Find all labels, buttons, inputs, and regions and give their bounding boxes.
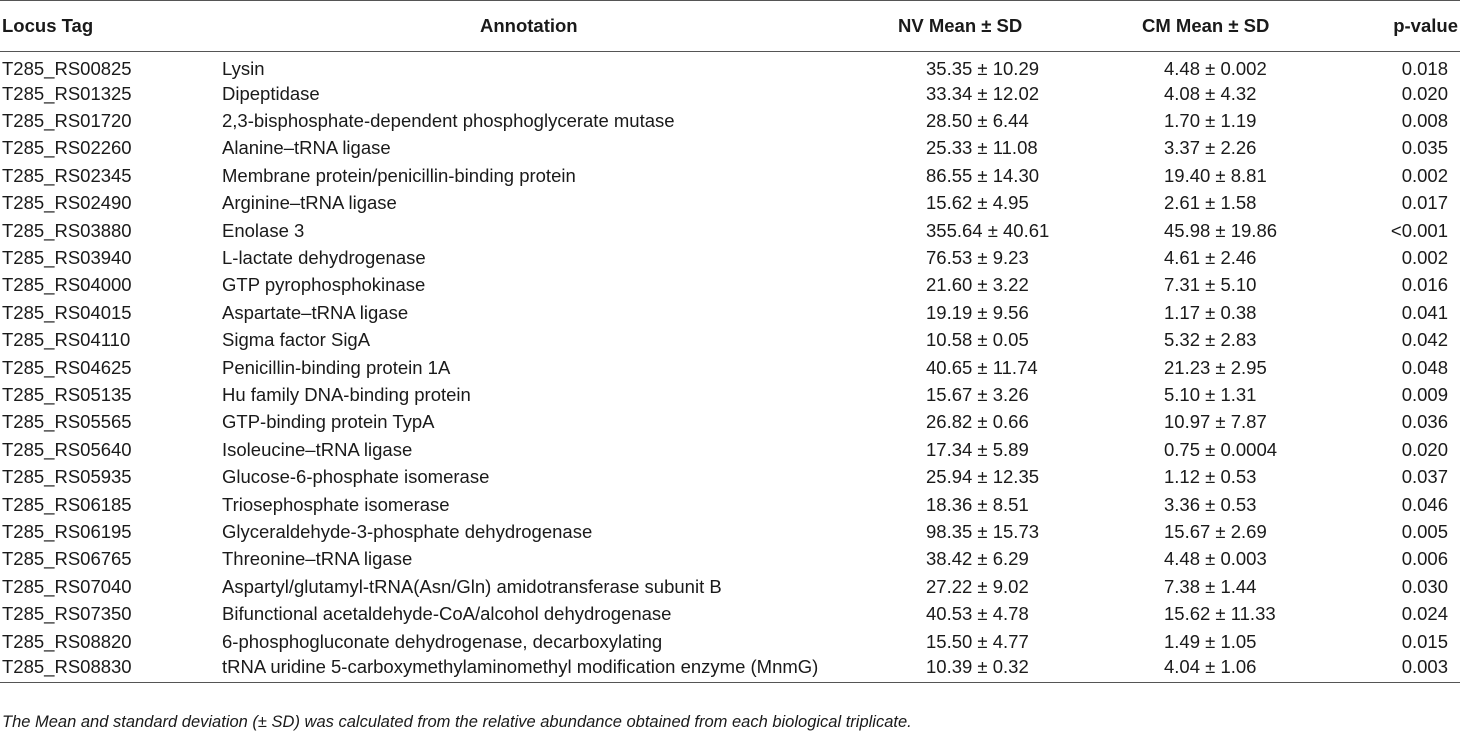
cell-nv-mean: 15.62 ± 4.95 [926,192,1029,214]
cell-p-value: 0.002 [1401,247,1448,269]
cell-cm-mean: 4.04 ± 1.06 [1086,655,1310,682]
cell-p-value: 0.042 [1401,329,1448,351]
table-body [0,52,1460,683]
table-row [0,518,1460,545]
cell-cm-mean: 5.32 ± 2.83 [1164,329,1257,351]
table-row [0,52,1460,81]
cell-nv-mean: 98.35 ± 15.73 [926,520,1040,542]
cell-p-value: 0.048 [1401,356,1448,378]
cell-locus-tag: T285_RS04625 [2,356,132,378]
cell-locus-tag: T285_RS04015 [2,301,132,323]
cell-annotation: Membrane protein/penicillin-binding protein [222,164,576,186]
cell-nv-mean: 21.60 ± 3.22 [926,274,1029,296]
table-header [0,1,1460,52]
table-row [0,217,1460,244]
cell-annotation: tRNA uridine 5-carboxymethylaminomethyl modification enzyme (MnmG) [218,655,898,682]
cell-locus-tag: T285_RS04000 [2,274,132,296]
cell-cm-mean: 1.49 ± 1.05 [1164,630,1257,652]
cell-p-value: 0.008 [1401,110,1448,132]
cell-nv-mean: 40.53 ± 4.78 [926,603,1029,625]
cell-p-value: <0.001 [1390,219,1448,241]
cell-cm-mean: 7.31 ± 5.10 [1164,274,1257,296]
cell-p-value: 0.002 [1401,164,1448,186]
cell-annotation: Aspartyl/glutamyl-tRNA(Asn/Gln) amidotransferase subunit B [222,575,722,597]
cell-nv-mean: 15.67 ± 3.26 [926,383,1029,405]
cell-annotation: Hu family DNA-binding protein [222,383,471,405]
cell-annotation: Glucose-6-phosphate isomerase [222,466,490,488]
cell-locus-tag: T285_RS05935 [2,466,132,488]
cell-cm-mean: 1.70 ± 1.19 [1164,110,1257,132]
cell-nv-mean: 28.50 ± 6.44 [926,110,1029,132]
table-row [0,546,1460,573]
table-row [0,162,1460,189]
cell-annotation: 2,3-bisphosphate-dependent phosphoglycerate mutase [222,110,675,132]
cell-nv-mean: 40.65 ± 11.74 [926,356,1038,378]
cell-cm-mean: 4.61 ± 2.46 [1164,247,1257,269]
cell-nv-mean: 27.22 ± 9.02 [926,575,1029,597]
cell-locus-tag: T285_RS06185 [2,493,132,515]
cell-p-value: 0.035 [1401,137,1448,159]
cell-p-value: 0.041 [1401,301,1448,323]
cell-locus-tag: T285_RS05135 [2,383,132,405]
table-row [0,381,1460,408]
cell-p-value: 0.005 [1401,520,1448,542]
cell-annotation: Triosephosphate isomerase [222,493,450,515]
cell-nv-mean: 17.34 ± 5.89 [926,438,1029,460]
header-locus-tag: Locus Tag [0,1,218,52]
cell-nv-mean: 38.42 ± 6.29 [926,548,1029,570]
cell-annotation: Lysin [222,58,265,79]
cell-annotation: GTP-binding protein TypA [222,411,435,433]
cell-cm-mean: 2.61 ± 1.58 [1164,192,1257,214]
cell-p-value: 0.037 [1401,466,1448,488]
table-row [0,409,1460,436]
cell-nv-mean: 25.94 ± 12.35 [926,466,1040,488]
table-row [0,244,1460,271]
cell-locus-tag: T285_RS03940 [2,247,132,269]
cell-locus-tag: T285_RS01720 [2,110,132,132]
cell-p-value: 0.017 [1401,192,1448,214]
cell-annotation: Arginine–tRNA ligase [222,192,397,214]
header-annotation: Annotation [218,1,898,52]
cell-nv-mean: 10.39 ± 0.32 [898,655,1086,682]
table-row [0,436,1460,463]
cell-p-value: 0.024 [1401,603,1448,625]
table-row [0,573,1460,600]
cell-cm-mean: 4.08 ± 4.32 [1164,82,1257,104]
cell-annotation: Enolase 3 [222,219,305,241]
cell-cm-mean: 15.67 ± 2.69 [1164,520,1267,542]
cell-nv-mean: 15.50 ± 4.77 [926,630,1029,652]
cell-nv-mean: 19.19 ± 9.56 [926,301,1029,323]
table-row [0,463,1460,490]
cell-cm-mean: 1.12 ± 0.53 [1164,466,1257,488]
cell-annotation: Threonine–tRNA ligase [222,548,413,570]
table-row [0,327,1460,354]
cell-locus-tag: T285_RS01325 [2,82,132,104]
table-row [0,491,1460,518]
cell-cm-mean: 10.97 ± 7.87 [1164,411,1267,433]
cell-annotation: Sigma factor SigA [222,329,371,351]
cell-locus-tag: T285_RS05565 [2,411,132,433]
table-row [0,655,1460,682]
cell-locus-tag: T285_RS06765 [2,548,132,570]
cell-locus-tag: T285_RS00825 [2,58,132,79]
cell-p-value: 0.020 [1401,82,1448,104]
cell-annotation: 6-phosphogluconate dehydrogenase, decarboxylating [222,630,663,652]
cell-nv-mean: 86.55 ± 14.30 [926,164,1040,186]
cell-annotation: Aspartate–tRNA ligase [222,301,409,323]
cell-nv-mean: 355.64 ± 40.61 [926,219,1050,241]
cell-cm-mean: 3.37 ± 2.26 [1164,137,1257,159]
cell-nv-mean: 25.33 ± 11.08 [926,137,1038,159]
cell-cm-mean: 0.75 ± 0.0004 [1164,438,1278,460]
cell-nv-mean: 18.36 ± 8.51 [926,493,1029,515]
cell-locus-tag: T285_RS04110 [2,329,131,351]
cell-p-value: 0.006 [1401,548,1448,570]
header-row [0,1,1460,52]
cell-cm-mean: 3.36 ± 0.53 [1164,493,1257,515]
cell-locus-tag: T285_RS08830 [0,655,218,682]
cell-annotation: Dipeptidase [222,82,320,104]
cell-locus-tag: T285_RS02345 [2,164,132,186]
cell-nv-mean: 26.82 ± 0.66 [926,411,1029,433]
table-row [0,80,1460,107]
cell-annotation: Penicillin-binding protein 1A [222,356,451,378]
cell-annotation: GTP pyrophosphokinase [222,274,426,296]
cell-locus-tag: T285_RS07040 [2,575,132,597]
cell-locus-tag: T285_RS06195 [2,520,132,542]
cell-locus-tag: T285_RS07350 [2,603,132,625]
cell-p-value: 0.015 [1401,630,1448,652]
cell-nv-mean: 35.35 ± 10.29 [926,58,1040,79]
cell-annotation: Alanine–tRNA ligase [222,137,391,159]
cell-cm-mean: 45.98 ± 19.86 [1164,219,1278,241]
cell-annotation: Bifunctional acetaldehyde-CoA/alcohol dehydrogenase [222,603,672,625]
cell-nv-mean: 10.58 ± 0.05 [926,329,1029,351]
cell-locus-tag: T285_RS02490 [2,192,132,214]
cell-cm-mean: 19.40 ± 8.81 [1164,164,1267,186]
cell-cm-mean: 1.17 ± 0.38 [1164,301,1257,323]
cell-cm-mean: 7.38 ± 1.44 [1164,575,1257,597]
cell-cm-mean: 15.62 ± 11.33 [1164,603,1276,625]
cell-p-value: 0.046 [1401,493,1448,515]
cell-p-value: 0.009 [1401,383,1448,405]
table-footnote: The Mean and standard deviation (± SD) was calculated from the relative abundance obtained from each biological triplicate. [2,713,912,731]
header-p-value: p-value [1310,1,1460,52]
cell-nv-mean: 76.53 ± 9.23 [926,247,1029,269]
table-row [0,354,1460,381]
table-row [0,628,1460,655]
cell-p-value: 0.020 [1401,438,1448,460]
header-nv-mean: NV Mean ± SD [898,1,1086,52]
header-cm-mean: CM Mean ± SD [1086,1,1310,52]
cell-cm-mean: 21.23 ± 2.95 [1164,356,1267,378]
cell-nv-mean: 33.34 ± 12.02 [926,82,1040,104]
cell-cm-mean: 4.48 ± 0.003 [1164,548,1267,570]
table-row [0,190,1460,217]
table-row [0,135,1460,162]
cell-p-value: 0.036 [1401,411,1448,433]
cell-annotation: L-lactate dehydrogenase [222,247,426,269]
table-row [0,299,1460,326]
cell-p-value: 0.016 [1401,274,1448,296]
cell-p-value: 0.018 [1401,58,1448,79]
cell-p-value: 0.030 [1401,575,1448,597]
cell-annotation: Isoleucine–tRNA ligase [222,438,413,460]
cell-locus-tag: T285_RS05640 [2,438,132,460]
cell-cm-mean: 4.48 ± 0.002 [1164,58,1267,79]
cell-p-value: 0.003 [1310,655,1460,682]
cell-annotation: Glyceraldehyde-3-phosphate dehydrogenase [222,520,593,542]
table-row [0,600,1460,627]
table-row [0,107,1460,134]
cell-locus-tag: T285_RS08820 [2,630,132,652]
cell-cm-mean: 5.10 ± 1.31 [1164,383,1257,405]
cell-locus-tag: T285_RS03880 [2,219,132,241]
table-row [0,272,1460,299]
cell-locus-tag: T285_RS02260 [2,137,132,159]
